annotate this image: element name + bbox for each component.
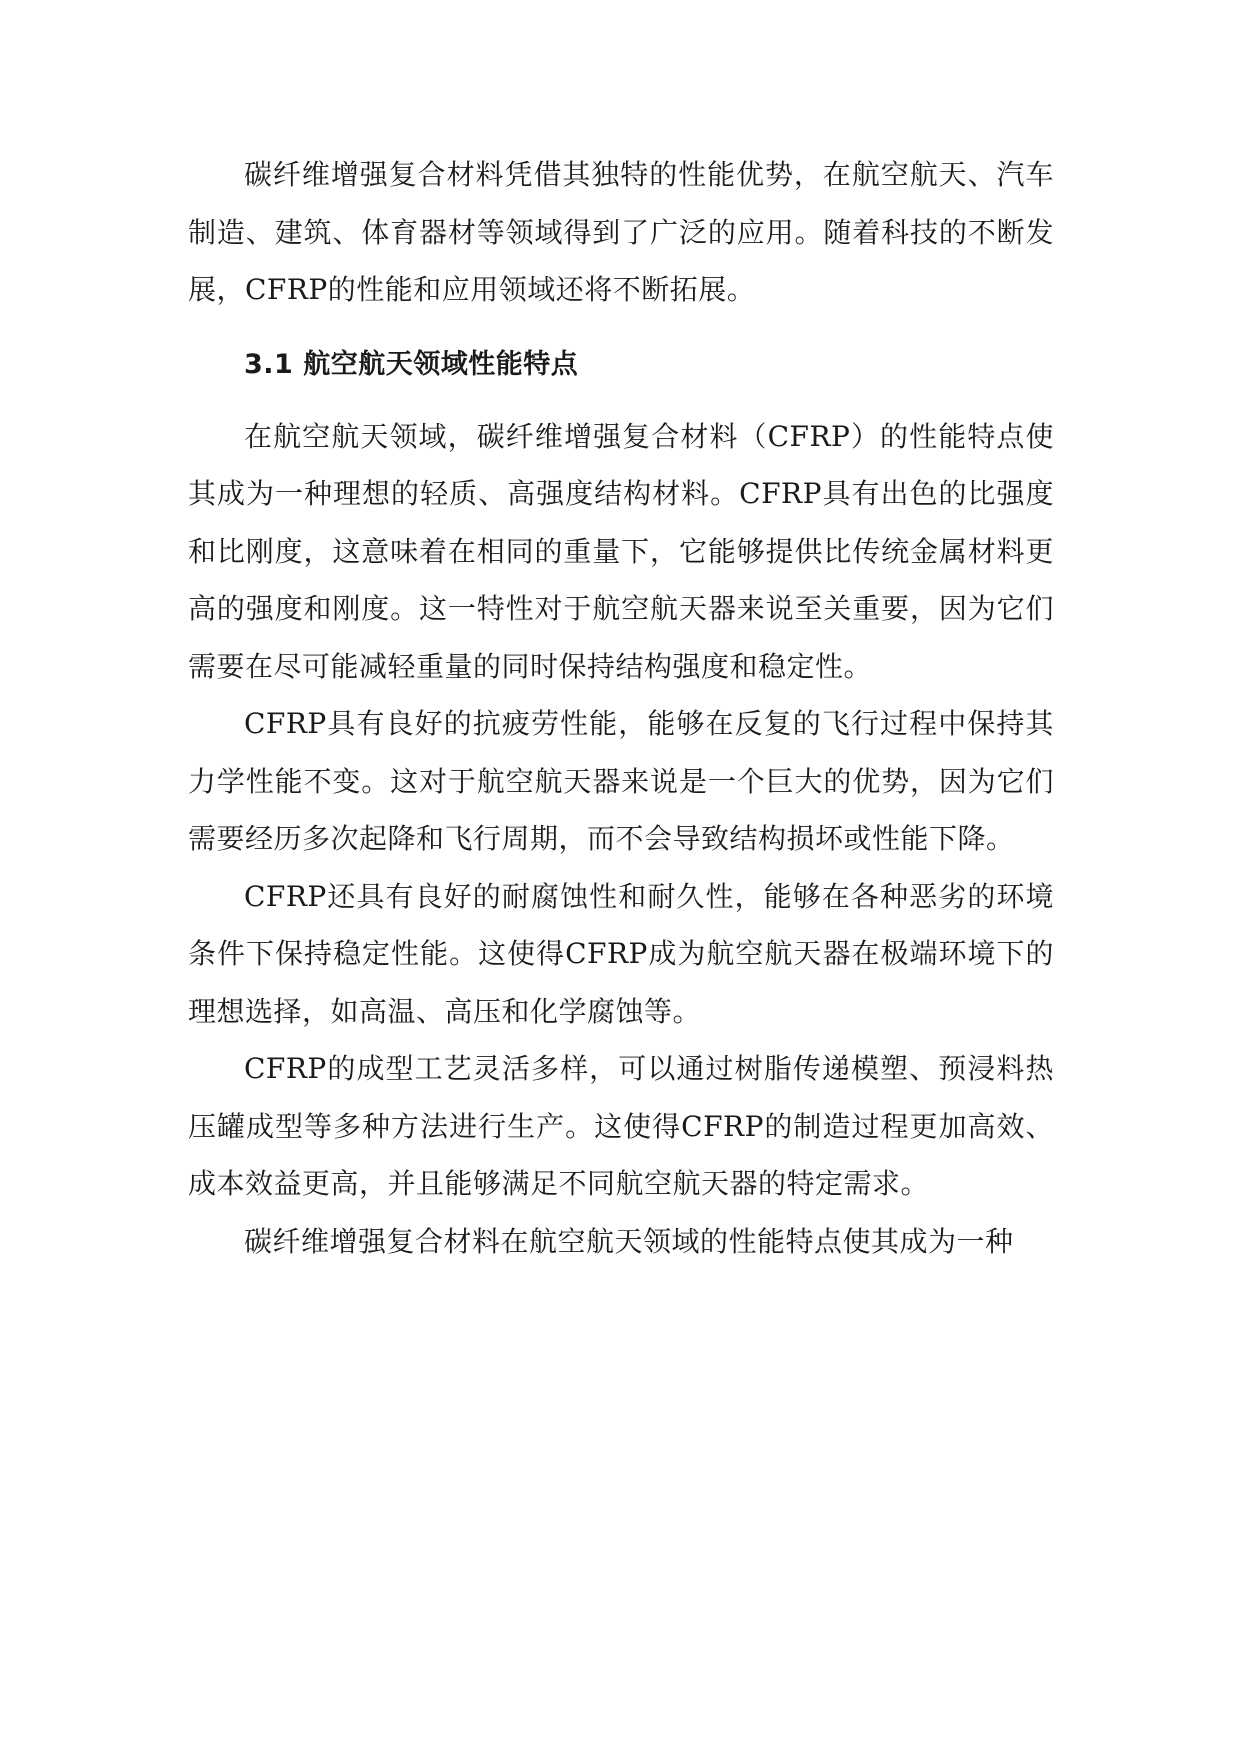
intro-paragraph: 碳纤维增强复合材料凭借其独特的性能优势，在航空航天、汽车制造、建筑、体育器材等领域得到了广泛的应用。随着科技的不断发展，CFRP的性能和应用领域还将不断拓展。 xyxy=(188,158,1054,306)
section-heading: 3.1 航空航天领域性能特点 xyxy=(244,348,579,380)
paragraph-3: CFRP还具有良好的耐腐蚀性和耐久性，能够在各种恶劣的环境条件下保持稳定性能。这使得CFRP成为航空航天器在极端环境下的理想选择，如高温、高压和化学腐蚀等。 xyxy=(188,879,1054,1028)
paragraph-2: CFRP具有良好的抗疲劳性能，能够在反复的飞行过程中保持其力学性能不变。这对于航空航天器来说是一个巨大的优势，因为它们需要经历多次起降和飞行周期，而不会导致结构损坏或性能下降。 xyxy=(188,707,1054,855)
paragraph-5: 碳纤维增强复合材料在航空航天领域的性能特点使其成为一种 xyxy=(244,1224,1014,1258)
paragraph-1: 在航空航天领域，碳纤维增强复合材料（CFRP）的性能特点使其成为一种理想的轻质、高强度结构材料。CFRP具有出色的比强度和比刚度，这意味着在相同的重量下，它能够提供比传统金属材料更高的强度和刚度。这一特性对于航空航天器来说至关重要，因为它们需要在尽可能减轻重量的同时保持结构强度和稳定性。 xyxy=(188,419,1054,683)
document-body xyxy=(188,146,1054,1270)
paragraph-4: CFRP的成型工艺灵活多样，可以通过树脂传递模塑、预浸料热压罐成型等多种方法进行生产。这使得CFRP的制造过程更加高效、成本效益更高，并且能够满足不同航空航天器的特定需求。 xyxy=(188,1052,1054,1200)
